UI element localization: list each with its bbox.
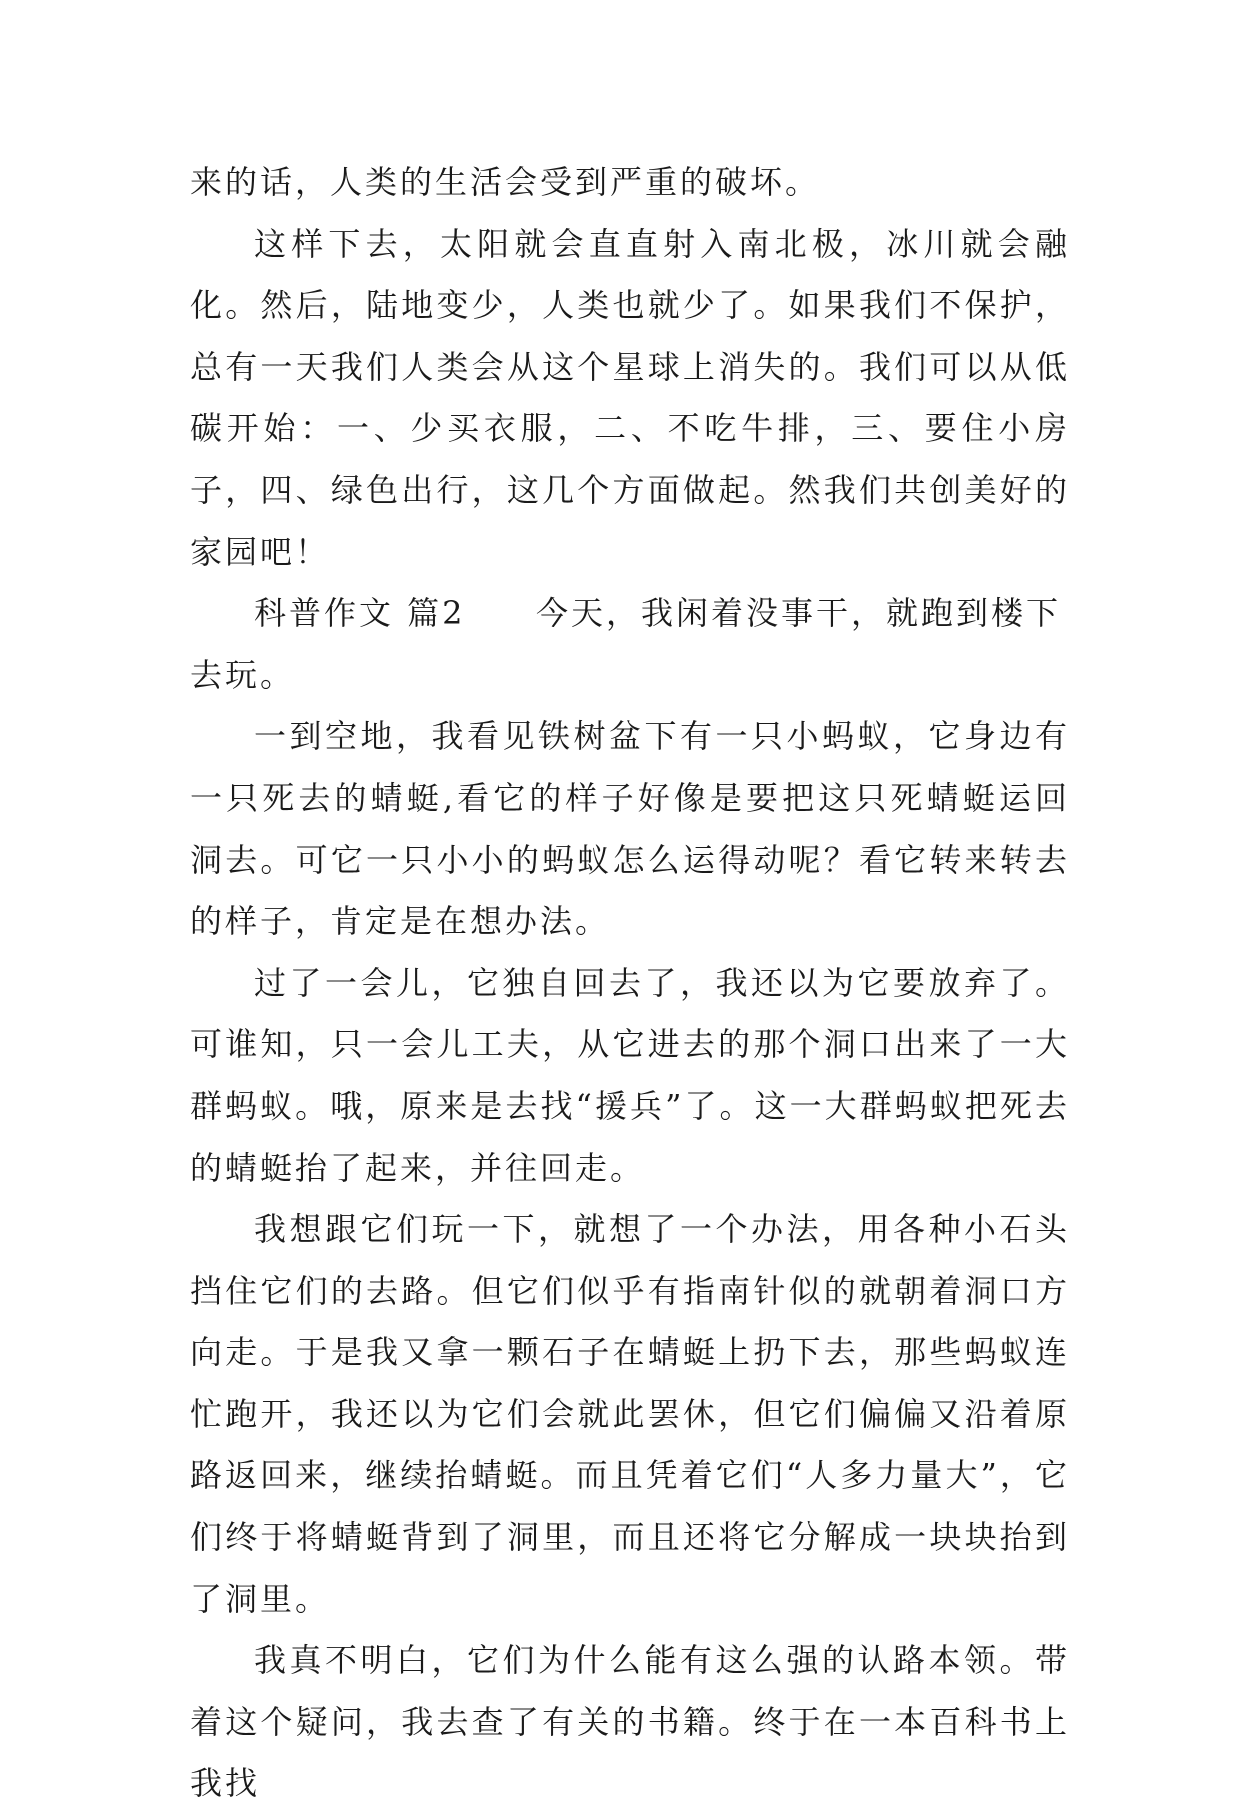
paragraph: 我真不明白，它们为什么能有这么强的认路本领。带着这个疑问，我去查了有关的书籍。终于在一本百科书上我找 [190, 1641, 1070, 1803]
paragraph: 来的话，人类的生活会受到严重的破坏。 [190, 163, 821, 201]
section-title: 科普作文 篇2 [254, 594, 466, 633]
paragraph: 一到空地，我看见铁树盆下有一只小蚂蚁，它身边有一只死去的蜻蜓,看它的样子好像是要把这只死蜻蜓运回洞去。可它一只小小的蚂蚁怎么运得动呢？看它转来转去的样子，肯定是在想办法。 [190, 717, 1070, 941]
paragraph: 这样下去，太阳就会直直射入南北极，冰川就会融化。然后，陆地变少，人类也就少了。如果我们不保护，总有一天我们人类会从这个星球上消失的。我们可以从低碳开始：一、少买衣服，二、不吃牛排，三、要住小房子，四、绿色出行，这几个方面做起。然我们共创美好的家园吧！ [190, 224, 1070, 571]
paragraph: 过了一会儿，它独自回去了，我还以为它要放弃了。可谁知，只一会儿工夫，从它进去的那个洞口出来了一大群蚂蚁。哦，原来是去找“援兵”了。这一大群蚂蚁把死去的蜻蜓抬了起来，并往回走。 [190, 963, 1070, 1187]
section-heading-line [190, 583, 1070, 706]
article-body [190, 152, 1070, 1815]
paragraph: 我想跟它们玩一下，就想了一个办法，用各种小石头挡住它们的去路。但它们似乎有指南针似的就朝着洞口方向走。于是我又拿一颗石子在蜻蜓上扔下去，那些蚂蚁连忙跑开，我还以为它们会就此罢休，但它们偏偏又沿着原路返回来，继续抬蜻蜓。而且凭着它们“人多力量大”，它们终于将蜻蜓背到了洞里，而且还将它分解成一块块抬到了洞里。 [190, 1210, 1070, 1618]
paragraph-text: 今天，我闲着没事干，就跑到楼下去玩。 [190, 594, 1061, 694]
